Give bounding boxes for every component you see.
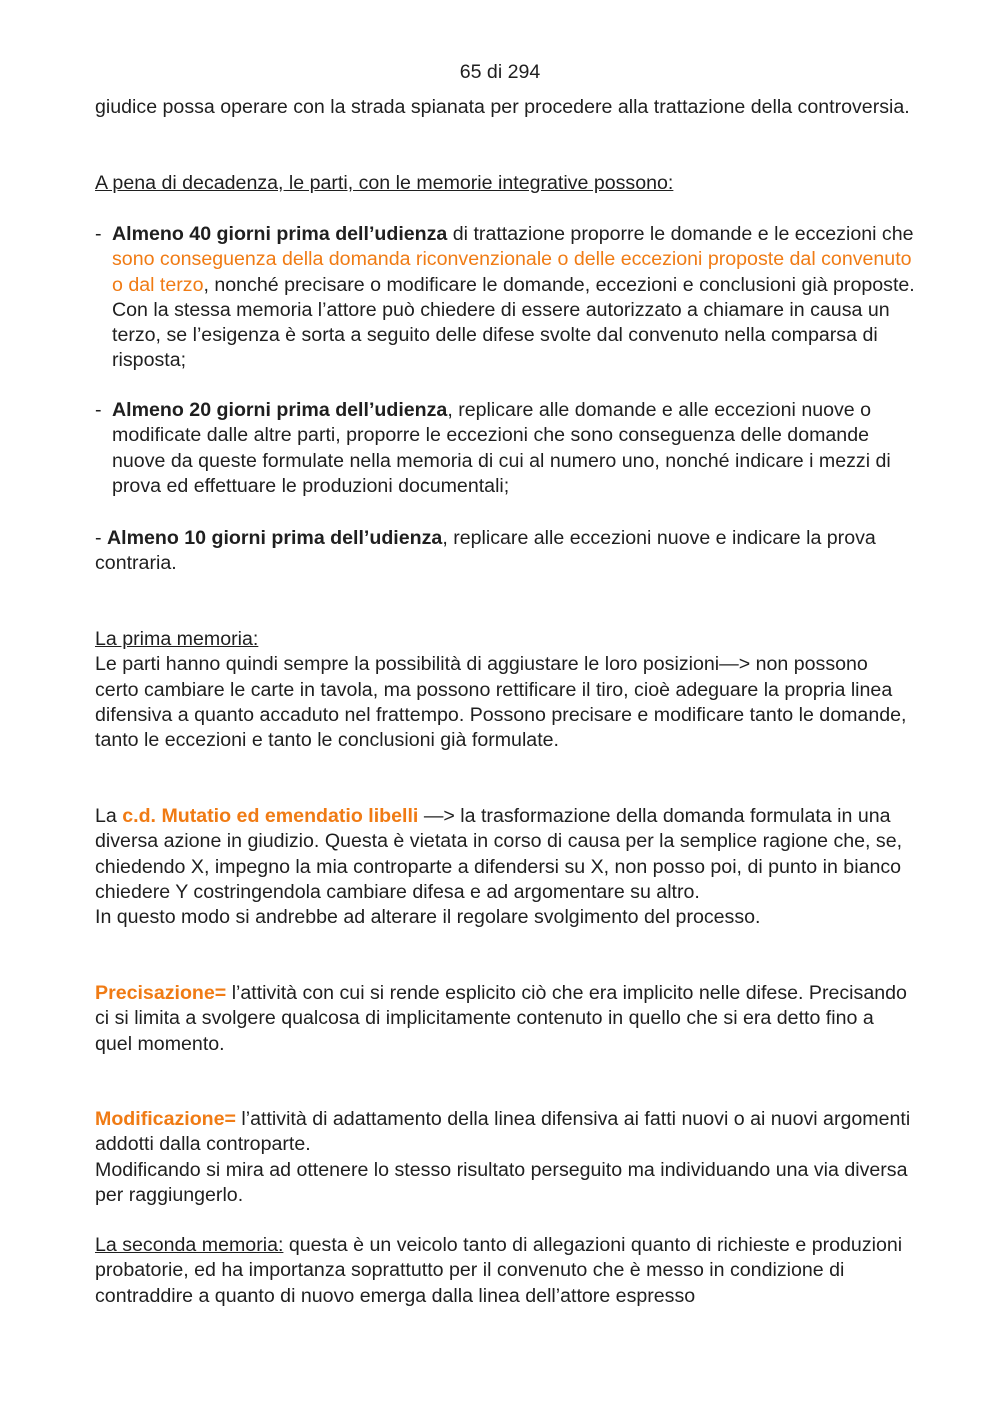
bullet-10-dash: - (95, 527, 107, 549)
bullet-10-bold: Almeno 10 giorni prima dell’udienza (106, 527, 443, 549)
bullet-10-t1: , replicare alle eccezioni nuove e indicare la prova contraria. (95, 527, 876, 575)
bullet-dash: - (95, 223, 102, 245)
prima-memoria-text: Le parti hanno quindi sempre la possibilità di aggiustare le loro posizioni—> non possono certo cambiare le carte in tavola, ma possono rettificare il tiro, cioè adeguare la propria linea difensiva a quanto accaduto nel frattempo. Possono precisare e modificare tanto le domande, tanto le eccezioni e tanto le conclusioni già formulate. (95, 653, 907, 752)
intro-paragraph: giudice possa operare con la strada spianata per procedere alla trattazione della controversia. (95, 96, 910, 118)
heading-pena-text: A pena di decadenza, le parti, con le memorie integrative possono: (95, 172, 674, 194)
mutatio-t2: In questo modo si andrebbe ad alterare il regolare svolgimento del processo. (95, 906, 761, 929)
mutatio-t0: La (95, 805, 123, 827)
seconda-memoria-text: questa è un veicolo tanto di allegazioni quanto di richieste e produzioni probatorie, ed ha importanza soprattutto per il convenuto che è messo in condizione di contraddire a quanto di nuovo emerga dalla linea dell’attore espresso (95, 1234, 903, 1307)
bullet-40-text (112, 222, 915, 374)
bullet-20-giorni (95, 398, 915, 499)
bullet-40-bold: Almeno 40 giorni prima dell’udienza (112, 223, 448, 245)
bullet-40-giorni (95, 222, 915, 374)
bullet-40-t1: di trattazione proporre le domande e le eccezioni che (447, 223, 914, 245)
mutatio-t1: —> la trasformazione della domanda formulata in una diversa azione in giudizio. Questa è vietata in corso di causa per la semplice ragione che, se, chiedendo X, impegno la mia controparte a difendersi su X, non posso poi, di punto in bianco chiedere Y costringendola cambiare difesa e ad argomentare su altro. (95, 805, 903, 903)
prima-memoria-section (95, 627, 915, 753)
precisazione-paragraph (95, 981, 915, 1057)
bullet-20-t1: , replicare alle domande e alle eccezioni nuove o modificate dalle altre parti, proporre le eccezioni che sono conseguenza delle domande nuove da queste formulate nella memoria di cui al numero uno, nonché indicare i mezzi di prova ed effettuare le produzioni documentali; (112, 399, 891, 497)
bullet-40-t2: , nonché precisare o modificare le domande, eccezioni e conclusioni già proposte. Con la stessa memoria l’attore può chiedere di essere autorizzato a chiamare in causa un terzo, se l’esigenza è sorta a seguito delle difese svolte dal convenuto nella comparsa di risposta; (112, 273, 915, 372)
bullet-20-bold: Almeno 20 giorni prima dell’udienza (112, 399, 448, 421)
prima-memoria-heading: La prima memoria: (95, 628, 259, 650)
modificazione-paragraph (95, 1107, 915, 1208)
mutatio-term: c.d. Mutatio ed emendatio libelli (122, 805, 419, 827)
modificazione-t1: l’attività di adattamento della linea difensiva ai fatti nuovi o ai nuovi argomenti addotti dalla controparte. (95, 1108, 911, 1156)
precisazione-text: l’attività con cui si rende esplicito ciò che era implicito nelle difese. Precisando ci si limita a svolgere qualcosa di implicitamente contenuto in quello che si era detto fino a quel momento. (95, 982, 907, 1055)
mutatio-paragraph (95, 804, 915, 930)
modificazione-t2: Modificando si mira ad ottenere lo stesso risultato perseguito ma individuando una via diversa per raggiungerlo. (95, 1158, 908, 1206)
page-number: 65 di 294 (459, 61, 541, 83)
bullet-20-text (112, 398, 915, 499)
bullet-40-orange: sono conseguenza della domanda riconvenzionale o delle eccezioni proposte dal convenuto o dal terzo (112, 248, 912, 296)
precisazione-label: Precisazione= (95, 982, 227, 1004)
modificazione-label: Modificazione= (95, 1108, 236, 1130)
seconda-memoria-heading: La seconda memoria: (95, 1234, 284, 1256)
bullet-10-giorni (95, 526, 915, 577)
bullet-dash: - (95, 399, 102, 421)
seconda-memoria-paragraph (95, 1233, 915, 1309)
heading-pena-decadenza (95, 171, 915, 196)
